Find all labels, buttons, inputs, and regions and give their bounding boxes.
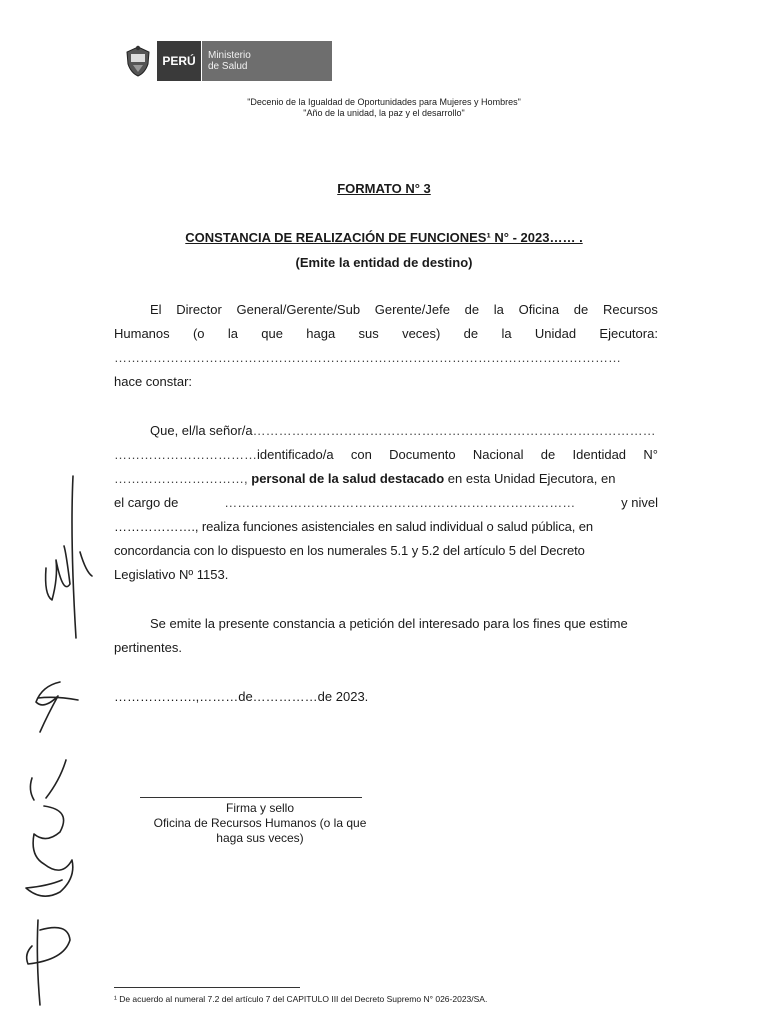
initial-mark-2 bbox=[36, 682, 78, 732]
footnote-separator bbox=[114, 987, 300, 988]
signature-line bbox=[140, 797, 362, 798]
para3-line2: pertinentes. bbox=[114, 640, 182, 655]
signature-label: Firma y sello bbox=[225, 801, 294, 815]
coat-of-arms-icon bbox=[121, 41, 155, 81]
para2-line7: Legislativo Nº 1153. bbox=[114, 567, 229, 582]
name-blank-cont: …………………………… bbox=[114, 447, 257, 462]
signature-office-cont: haga sus veces) bbox=[216, 831, 304, 845]
para2-line4: el cargo de ……………………………………………………………………… y nivel bbox=[114, 495, 658, 510]
bold-phrase: personal de la salud destacado bbox=[251, 471, 445, 486]
ministry-label: Ministerio de Salud bbox=[202, 41, 332, 81]
motto-year: "Año de la unidad, la paz y el desarrollo" bbox=[303, 108, 465, 118]
para3-line1: Se emite la presente constancia a petición del interesado para los fines que estime bbox=[150, 616, 628, 631]
para2-line2: …………………………… identificado/a con Documento Nacional de Identidad N° bbox=[114, 447, 658, 462]
para2-line3: …………………………, personal de la salud destacado en esta Unidad Ejecutora, en bbox=[114, 471, 616, 486]
motto-decenio: "Decenio de la Igualdad de Oportunidades para Mujeres y Hombres" bbox=[247, 97, 521, 107]
footnote: ¹ De acuerdo al numeral 7.2 del artículo 7 del CAPITULO III del Decreto Supremo N° 026-2023/SA. bbox=[114, 994, 488, 1004]
position-blank: ……………………………………………………………………… bbox=[224, 495, 576, 510]
peru-label: PERÚ bbox=[157, 41, 201, 81]
para1-line2: Humanos (o la que haga sus veces) de la Unidad Ejecutora: bbox=[114, 326, 658, 341]
date-line: ……………….,………de……………de 2023. bbox=[114, 689, 369, 704]
dni-blank: …………………………, bbox=[114, 471, 248, 486]
initial-mark-1 bbox=[46, 476, 92, 638]
para1-line4: hace constar: bbox=[114, 374, 193, 389]
para1-line1: El Director General/Gerente/Sub Gerente/Jefe de la Oficina de Recursos bbox=[150, 302, 658, 317]
executing-unit-blank: ……………………………………………………………………………………………………… bbox=[114, 350, 621, 365]
margin-initials bbox=[0, 460, 110, 1024]
initial-mark-4 bbox=[27, 920, 70, 1005]
format-title: FORMATO N° 3 bbox=[337, 181, 431, 196]
para2-line5: ………………., realiza funciones asistenciales en salud individual o salud pública, en bbox=[114, 519, 594, 534]
signature-office: Oficina de Recursos Humanos (o la que bbox=[153, 816, 367, 830]
initial-mark-3 bbox=[26, 760, 73, 896]
document-subheading: (Emite la entidad de destino) bbox=[295, 255, 473, 270]
ministry-logo bbox=[121, 41, 332, 81]
name-blank: ………………………………………………………………………………… bbox=[252, 423, 656, 438]
document-heading: CONSTANCIA DE REALIZACIÓN DE FUNCIONES¹ N° - 2023…… . bbox=[185, 230, 583, 245]
para2-line6: concordancia con lo dispuesto en los numerales 5.1 y 5.2 del artículo 5 del Decreto bbox=[114, 543, 585, 558]
para2-line1: Que, el/la señor/a ………………………………………………………………………………… bbox=[150, 423, 658, 438]
